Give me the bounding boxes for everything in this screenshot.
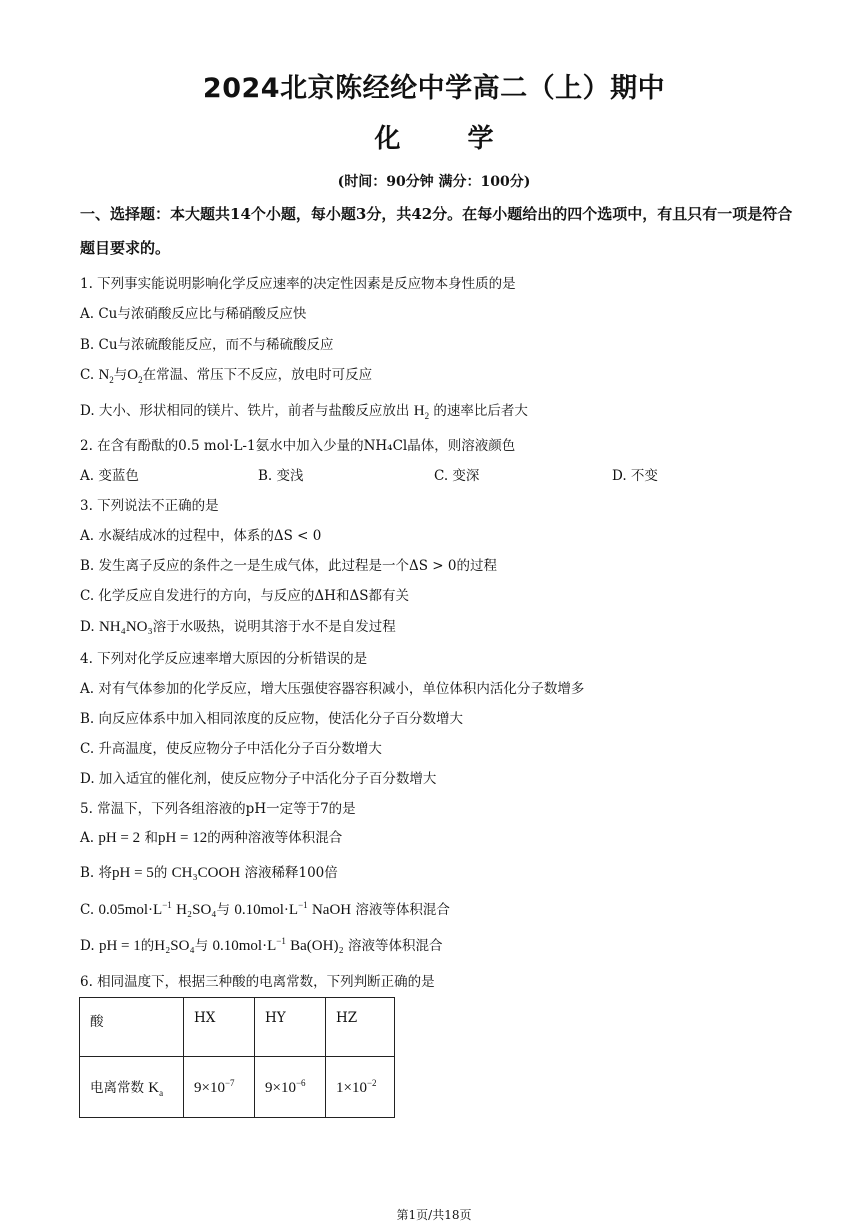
table-row-label bbox=[80, 1057, 184, 1118]
table-cell: $9\times 10^{-6}$ bbox=[255, 1057, 326, 1118]
table-header-cell: HY bbox=[255, 998, 326, 1057]
question-3-option-a: A. 水凝结成冰的过程中，体系的ΔS < 0 bbox=[80, 528, 322, 544]
question-1-option-d bbox=[80, 399, 528, 421]
question-2-option-b: B. 变浅 bbox=[258, 468, 304, 484]
text: D. 大小、形状相同的镁片、铁片，前者与盐酸反应放出 bbox=[80, 403, 410, 419]
question-4-stem: 4. 下列对化学反应速率增大原因的分析错误的是 bbox=[80, 651, 368, 667]
text: 与 bbox=[194, 938, 209, 954]
question-5-option-b bbox=[80, 861, 338, 882]
text: 溶液等体积混合 bbox=[355, 902, 450, 918]
table-header-row bbox=[80, 998, 395, 1057]
text: 的速率比后者大 bbox=[433, 403, 528, 419]
option-letter: D. bbox=[80, 619, 95, 635]
question-1-option-a: A. Cu与浓硝酸反应比与稀硝酸反应快 bbox=[80, 306, 307, 322]
ph-value: pH = 1 bbox=[98, 938, 141, 954]
question-3-stem: 3. 下列说法不正确的是 bbox=[80, 498, 219, 514]
text: 电离常数 bbox=[90, 1080, 144, 1096]
ph-value: pH = 2 bbox=[98, 830, 141, 846]
formula-nh4no3: NH₄NO₃ bbox=[98, 619, 153, 635]
formula-n2: $N_2$ bbox=[98, 367, 114, 385]
subject-title: 化 学 bbox=[374, 124, 494, 154]
option-letter: A. bbox=[80, 830, 95, 846]
question-3-option-c: C. 化学反应自发进行的方向，与反应的ΔH和ΔS都有关 bbox=[80, 588, 409, 604]
question-1-stem: 1. 下列事实能说明影响化学反应速率的决定性因素是反应物本身性质的是 bbox=[80, 276, 516, 292]
section-heading: 一、选择题：本大题共14个小题，每小题3分，共42分。在每小题给出的四个选项中，有且只有一项是符合题目要求的。 bbox=[80, 205, 793, 257]
text: B. 将 bbox=[80, 865, 113, 881]
concentration: $0.10mol\cdot L^{-1}$ bbox=[212, 936, 286, 954]
page-footer: 第1页/共18页 bbox=[396, 1208, 472, 1222]
text: 的 bbox=[140, 938, 155, 954]
formula-naoh: NaOH bbox=[311, 902, 352, 918]
formula-h2: $H_2$ bbox=[413, 403, 430, 421]
formula-h2so4: H₂SO₄ bbox=[176, 902, 217, 918]
table-header-cell: 酸 bbox=[80, 998, 184, 1057]
text: 与 bbox=[216, 902, 231, 918]
time-info: (时间：90分钟 满分：100分) bbox=[337, 174, 531, 190]
question-3-option-b: B. 发生离子反应的条件之一是生成气体，此过程是一个ΔS > 0的过程 bbox=[80, 558, 497, 574]
question-2-option-c: C. 变深 bbox=[434, 468, 480, 484]
formula-baoh2: Ba(OH)₂ bbox=[290, 938, 344, 954]
question-5-option-a bbox=[80, 826, 342, 847]
option-letter: C. bbox=[80, 902, 95, 918]
question-4-option-b: B. 向反应体系中加入相同浓度的反应物，使活化分子百分数增大 bbox=[80, 711, 464, 727]
question-4-option-c: C. 升高温度，使反应物分子中活化分子百分数增大 bbox=[80, 741, 382, 757]
text: 溶于水吸热，说明其溶于水不是自发过程 bbox=[152, 619, 396, 635]
acid-constant-table bbox=[79, 997, 395, 1118]
question-5-option-d bbox=[80, 934, 442, 955]
text: 溶液稀释100倍 bbox=[244, 865, 338, 881]
text: 在常温、常压下不反应，放电时可反应 bbox=[142, 367, 373, 383]
formula-ch3cooh: CH₃COOH bbox=[171, 865, 241, 881]
question-4-option-d: D. 加入适宜的催化剂，使反应物分子中活化分子百分数增大 bbox=[80, 771, 437, 787]
question-3-option-d bbox=[80, 615, 396, 636]
table-header-cell: HZ bbox=[326, 998, 395, 1057]
question-1-option-b: B. Cu与浓硫酸能反应，而不与稀硫酸反应 bbox=[80, 337, 334, 353]
formula-o2: $O_2$ bbox=[127, 367, 143, 385]
exam-title: 2024北京陈经纶中学高二（上）期中 bbox=[202, 73, 666, 104]
text: 的 bbox=[153, 865, 168, 881]
text: 的两种溶液等体积混合 bbox=[207, 830, 343, 846]
question-5-stem: 5. 常温下，下列各组溶液的pH一定等于7的是 bbox=[80, 801, 356, 817]
ka-symbol: $K_a$ bbox=[148, 1080, 164, 1098]
formula-h2so4: H₂SO₄ bbox=[154, 938, 195, 954]
text: 和 bbox=[144, 830, 158, 846]
question-4-option-a: A. 对有气体参加的化学反应，增大压强使容器容积减小，单位体积内活化分子数增多 bbox=[80, 681, 585, 697]
table-cell: $9\times 10^{-7}$ bbox=[184, 1057, 255, 1118]
question-2-stem: 2. 在含有酚酞的0.5 mol·L-1氨水中加入少量的NH₄Cl晶体，则溶液颜色 bbox=[80, 438, 516, 454]
ph-value: pH = 5 bbox=[112, 865, 154, 881]
question-6-stem: 6. 相同温度下，根据三种酸的电离常数，下列判断正确的是 bbox=[80, 974, 435, 990]
text: 溶液等体积混合 bbox=[347, 938, 443, 954]
table-cell: $1\times 10^{-2}$ bbox=[326, 1057, 395, 1118]
concentration: $0.05mol\cdot L^{-1}$ bbox=[98, 900, 172, 918]
table-header-cell: HX bbox=[184, 998, 255, 1057]
text: 与 bbox=[113, 367, 128, 383]
question-2-option-d: D. 不变 bbox=[612, 468, 658, 484]
question-1-option-c bbox=[80, 363, 372, 385]
option-letter: C. bbox=[80, 367, 95, 383]
question-2-option-a: A. 变蓝色 bbox=[80, 468, 139, 484]
option-letter: D. bbox=[80, 938, 95, 954]
question-5-option-c bbox=[80, 898, 450, 919]
table-row bbox=[80, 1057, 395, 1118]
ph-value: pH = 12 bbox=[157, 830, 208, 846]
concentration: $0.10mol\cdot L^{-1}$ bbox=[234, 900, 308, 918]
